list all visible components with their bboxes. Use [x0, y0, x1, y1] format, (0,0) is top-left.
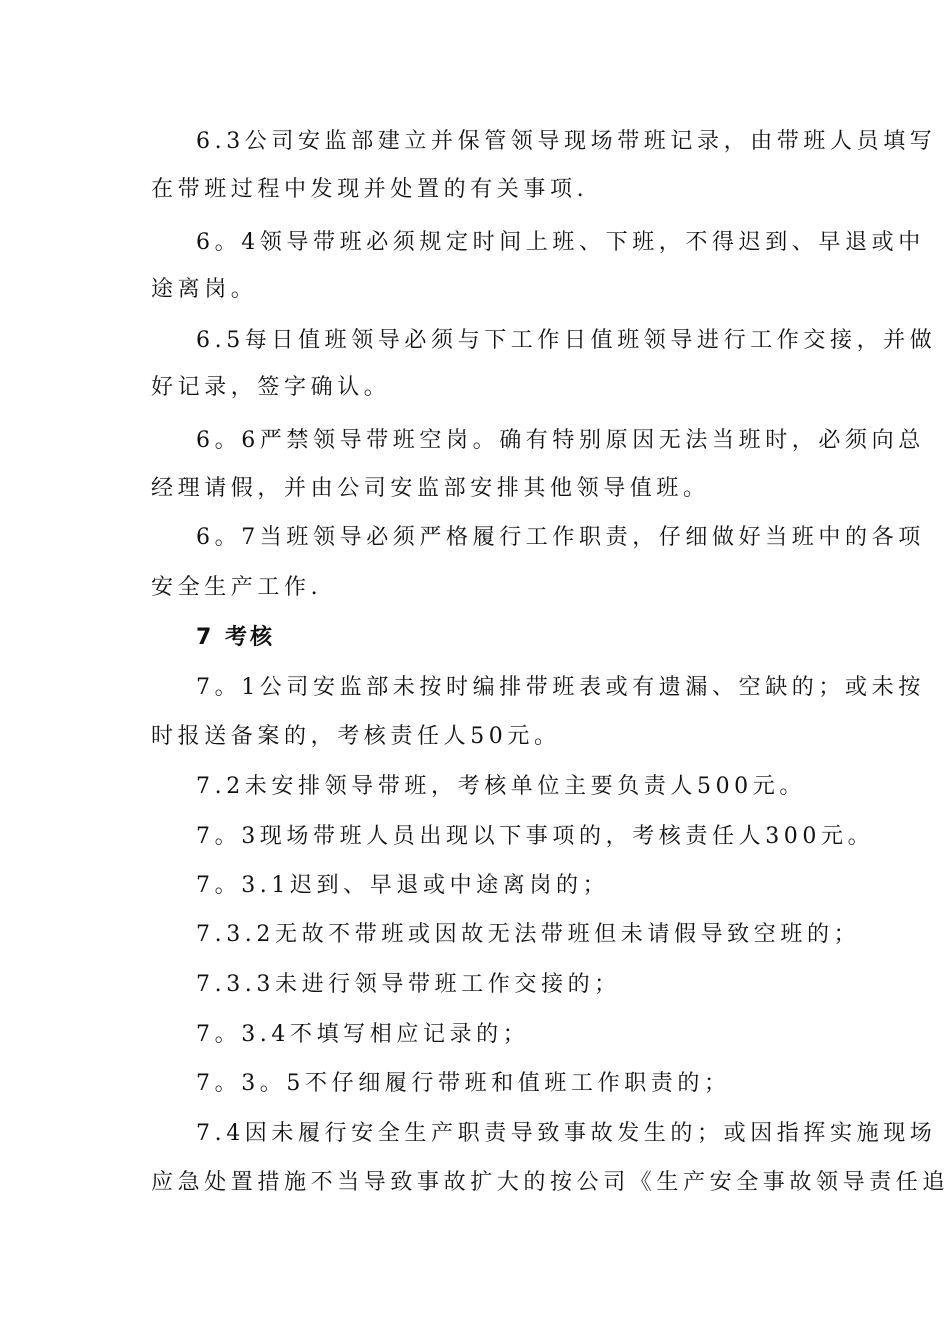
clause-7-1-line-1: 7。1公司安监部未按时编排带班表或有遗漏、空缺的；或未按	[196, 675, 925, 700]
clause-7-2: 7.2未安排领导带班，考核单位主要负责人500元。	[196, 774, 806, 799]
clause-6-5-line-1: 6.5每日值班领导必须与下工作日值班领导进行工作交接，并做	[196, 328, 937, 353]
clause-6-3-line-2: 在带班过程中发现并处置的有关事项.	[151, 177, 589, 202]
clause-7-1-line-2: 时报送备案的，考核责任人50元。	[151, 724, 561, 749]
clause-7-3-4: 7。3.4不填写相应记录的；	[196, 1022, 530, 1047]
clause-6-4-line-1: 6。4领导带班必须规定时间上班、下班，不得迟到、早退或中	[196, 230, 925, 255]
clause-6-5-line-2: 好记录，签字确认。	[151, 375, 391, 400]
clause-6-7-line-1: 6。7当班领导必须严格履行工作职责，仔细做好当班中的各项	[196, 525, 925, 550]
clause-7-3-5: 7。3。5不仔细履行带班和值班工作职责的；	[196, 1071, 731, 1096]
clause-6-6-line-1: 6。6严禁领导带班空岗。确有特别原因无法当班时，必须向总	[196, 428, 925, 453]
clause-7-3: 7。3现场带班人员出现以下事项的，考核责任人300元。	[196, 824, 875, 849]
clause-6-7-line-2: 安全生产工作.	[151, 575, 323, 600]
section-7-heading: 7 考核	[196, 625, 275, 650]
clause-7-4-line-2: 应急处置措施不当导致事故扩大的按公司《生产安全事故领导责任追	[151, 1170, 950, 1195]
clause-7-3-2: 7.3.2无故不带班或因故无法带班但未请假导致空班的；	[196, 922, 861, 947]
clause-6-6-line-2: 经理请假，并由公司安监部安排其他领导值班。	[151, 476, 710, 501]
clause-7-4-line-1: 7.4因未履行安全生产职责导致事故发生的；或因指挥实施现场	[196, 1121, 937, 1146]
clause-6-3-line-1: 6.3公司安监部建立并保管领导现场带班记录，由带班人员填写	[196, 129, 937, 154]
clause-6-4-line-2: 途离岗。	[151, 277, 258, 302]
clause-7-3-3: 7.3.3未进行领导带班工作交接的；	[196, 972, 621, 997]
clause-7-3-1: 7。3.1迟到、早退或中途离岗的；	[196, 873, 610, 898]
